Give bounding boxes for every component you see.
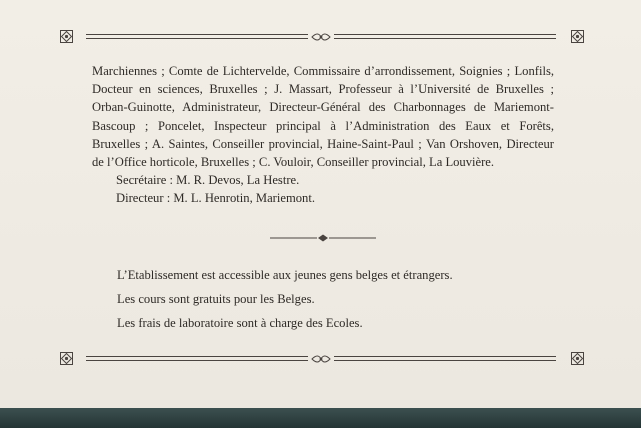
text-line: de l’Office horticole, Bruxelles ; C. Vouloir, Conseiller provincial, La Louvière. — [92, 155, 495, 170]
notes-block — [117, 263, 537, 335]
divider-fleuron-icon — [270, 233, 376, 243]
note-line: Les cours sont gratuits pour les Belges. — [117, 292, 315, 306]
fleuron-icon — [311, 353, 331, 365]
note-line: Les frais de laboratoire sont à charge des Ecoles. — [117, 316, 363, 330]
bottom-ornament-border — [58, 350, 586, 368]
fleuron-icon — [311, 31, 331, 43]
directeur-line: Directeur : M. L. Henrotin, Mariemont. — [116, 191, 315, 206]
text-line: Docteur en sciences, Bruxelles ; J. Massart, Professeur à l’Université de Bruxelles ; — [92, 82, 554, 97]
secretaire-line: Secrétaire : M. R. Devos, La Hestre. — [116, 173, 300, 188]
corner-flourish-icon — [571, 30, 584, 43]
bottom-rule-left — [86, 356, 308, 361]
note-line: L’Etablissement est accessible aux jeunes gens belges et étrangers. — [117, 268, 453, 282]
corner-flourish-icon — [60, 352, 73, 365]
top-ornament-border — [58, 28, 586, 46]
top-rule-left — [86, 34, 308, 39]
text-line: Bascoup ; Poncelet, Inspecteur principal à l’Administration des Eaux et Forêts, — [92, 118, 554, 133]
text-line: Orban-Guinotte, Administrateur, Directeur-Général des Charbonnages de Mariemont- — [92, 100, 554, 115]
corner-flourish-icon — [571, 352, 584, 365]
members-list — [92, 62, 554, 208]
text-line: Bruxelles ; A. Saintes, Conseiller provincial, Haine-Saint-Paul ; Van Orshoven, Directeur — [92, 136, 554, 151]
scan-edge-band — [0, 408, 641, 428]
bottom-rule-right — [334, 356, 556, 361]
top-rule-right — [334, 34, 556, 39]
corner-flourish-icon — [60, 30, 73, 43]
text-line: Marchiennes ; Comte de Lichtervelde, Commissaire d’arrondissement, Soignies ; Lonfils, — [92, 64, 554, 78]
